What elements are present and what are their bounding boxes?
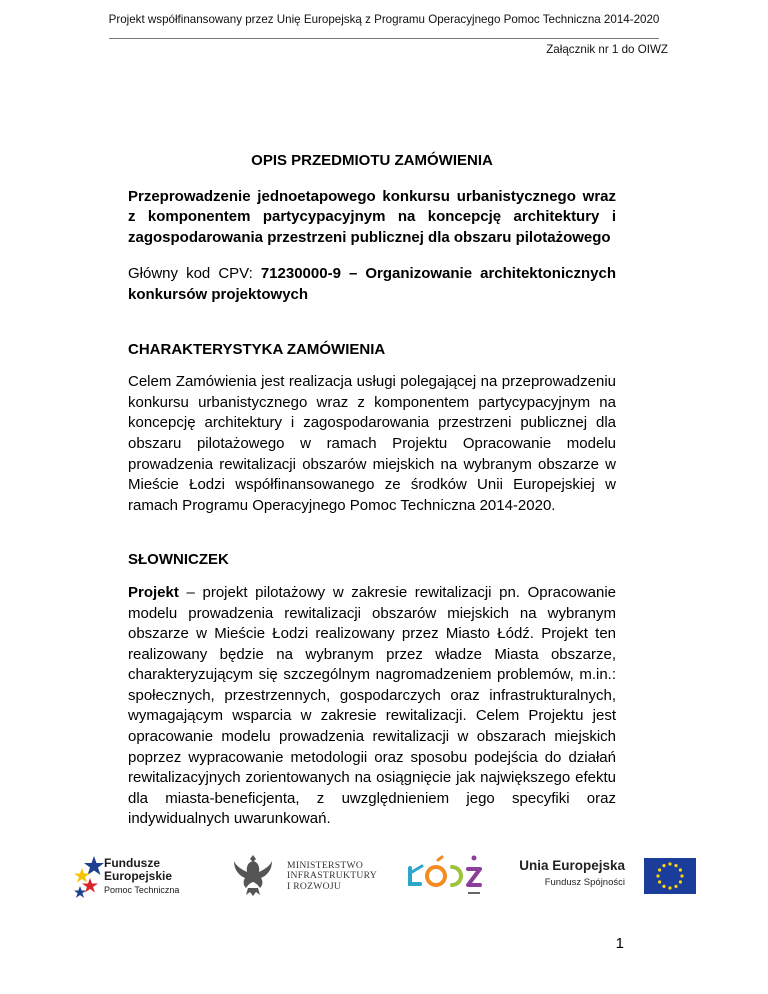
mi-logo-line3: I ROZWOJU (287, 880, 342, 892)
mi-logo-line2: INFRASTRUKTURY (287, 870, 378, 882)
header-funding-note: Projekt współfinansowany przez Unię Europejską z Programu Operacyjnego Pomoc Techniczna 2014-2020 (108, 13, 660, 26)
header-rule (109, 38, 659, 39)
fe-logo-line3: Pomoc Techniczna (104, 885, 180, 895)
glossary-term: Projekt (128, 583, 179, 601)
page-number: 1 (615, 935, 624, 952)
fe-star-icon (74, 854, 104, 900)
mi-logo-line1: MINISTERSTWO (287, 860, 364, 871)
section-heading-characteristics: CHARAKTERYSTYKA ZAMÓWIENIA (128, 340, 386, 358)
ministerstwo-logo (231, 852, 381, 898)
mi-logo-text (287, 861, 377, 892)
footer-logos (60, 848, 708, 900)
document-title: OPIS PRZEDMIOTU ZAMÓWIENIA (251, 152, 493, 169)
ue-logo-line1: Unia Europejska (519, 858, 625, 873)
cpv-line (128, 264, 616, 305)
cpv-label: Główny kod CPV: (128, 265, 261, 283)
lodz-city-logo (406, 852, 488, 898)
fundusze-europejskie-logo (74, 854, 196, 902)
section-text-characteristics: Celem Zamówienia jest realizacja usługi polegającej na przeprowadzeniu konkursu urbanistycznego wraz z komponentem partycypacyjnym na koncepcję architektury i zagospodarowania przestrzeni publicznej dla obszaru pilotażowego w ramach Projektu Opracowanie modelu prowadzenia rewitalizacji obszarów miejskich na wybranym obszarze w Mieście Łodzi współfinansowanego ze środków Unii Europejskiej w ramach Programu Operacyjnego Pomoc Techniczna 2014-2020. (128, 373, 616, 514)
fe-logo-text (104, 857, 179, 897)
ue-logo-line2: Fundusz Spójności (544, 877, 625, 888)
cpv-value: 71230000-9 – Organizowanie architektonicznych konkursów projektowych (128, 265, 616, 303)
eagle-emblem-icon (231, 852, 275, 898)
header-annex-label: Załącznik nr 1 do OIWZ (546, 43, 668, 56)
lodz-mark-icon (406, 852, 488, 898)
section-heading-glossary: SŁOWNICZEK (128, 551, 229, 569)
glossary-definition: – projekt pilotażowy w zakresie rewitalizacji pn. Opracowanie modelu prowadzenia rewitalizacji obszarów miejskich na wybranym obszarze w Mieście Łodzi realizowany przez Miasto Łódź. Projekt ten realizowany będzie na wybranym przez władze Miasta obszarze, charakteryzującym się szczególnym nagromadzeniem problemów, m.in.: społecznych, przestrzennych, gospodarczych oraz infrastrukturalnych, wymagającym wsparcia w zakresie rewitalizacji. Celem Projektu jest opracowanie modelu prowadzenia rewitalizacji w obszarach miejskich poprzez wypracowanie metodologii oraz sposobu podejścia do działań rewitalizacyjnych zorientowanych na osiągnięcie jak największego efektu dla miasta-beneficjenta, z uwzględnieniem jego specyfiki oraz indywidualnych uwarunkowań. (128, 583, 616, 828)
document-body (128, 151, 616, 830)
glossary-entry (128, 583, 616, 830)
eu-flag-icon (644, 858, 696, 894)
fe-logo-line2: Europejskie (104, 869, 173, 883)
fe-logo-line1: Fundusze (104, 856, 160, 870)
unia-europejska-text-logo (519, 858, 625, 898)
document-subject: Przeprowadzenie jednoetapowego konkursu urbanistycznego wraz z komponentem partycypacyjnym na koncepcję architektury i zagospodarowania przestrzeni publicznej dla obszaru pilotażowego (128, 187, 616, 246)
